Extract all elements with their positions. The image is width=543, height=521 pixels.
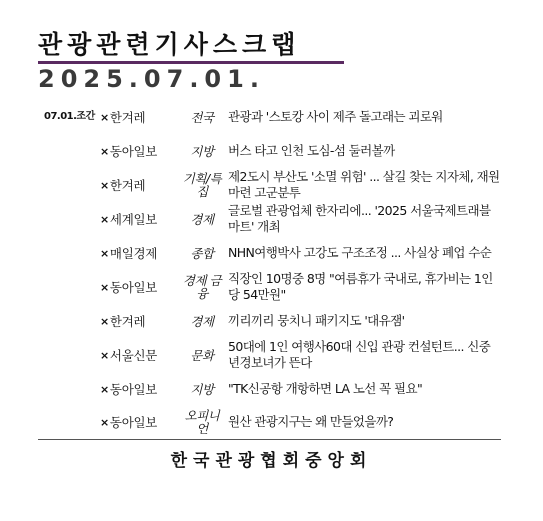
article-source	[100, 304, 145, 338]
headline-text[interactable]: 버스 타고 인천 도심-섬 둘러볼까	[228, 143, 395, 158]
headline-text[interactable]: 50대에 1인 여행사60대 신입 관광 컨설턴트... 신중년경보녀가 뜬다	[228, 339, 491, 370]
article-row[interactable]	[0, 168, 543, 202]
article-category: 지방	[190, 143, 214, 159]
source-name: 동아일보	[109, 144, 158, 159]
article-row[interactable]	[0, 405, 543, 439]
headline-text[interactable]: 원산 관광지구는 왜 만들었을까?	[228, 414, 394, 429]
bullet-icon: ×	[100, 178, 109, 192]
article-category: 경제	[190, 313, 214, 329]
article-source	[100, 134, 157, 168]
article-headline[interactable]	[228, 202, 500, 236]
article-headline[interactable]	[228, 236, 500, 270]
article-category: 경제	[190, 211, 214, 227]
bullet-icon: ×	[100, 348, 109, 362]
page-title: 관광관련기사스크랩	[38, 30, 301, 59]
headline-text[interactable]: 직장인 10명중 8명 "여름휴가 국내로, 휴가비는 1인당 54만원"	[228, 271, 493, 302]
article-category: 문화	[190, 347, 214, 363]
source-name: 동아일보	[109, 382, 158, 397]
article-source	[100, 338, 157, 372]
headline-text[interactable]: 관광과 '스토캉 사이 제주 돌고래는 괴로워	[228, 109, 443, 124]
article-source	[100, 168, 145, 202]
article-headline[interactable]	[228, 304, 500, 338]
source-name: 세계일보	[109, 212, 158, 227]
article-headline[interactable]	[228, 168, 500, 202]
headline-text[interactable]: "TK신공항 개항하면 LA 노선 꼭 필요"	[228, 381, 423, 396]
source-name: 한겨레	[109, 110, 146, 125]
article-source	[100, 405, 157, 439]
bullet-icon: ×	[100, 314, 109, 328]
article-headline[interactable]	[228, 372, 500, 406]
bullet-icon: ×	[100, 280, 109, 294]
article-category: 기획/특집	[182, 171, 222, 199]
article-row[interactable]	[0, 202, 543, 236]
article-headline[interactable]	[228, 338, 500, 372]
article-category: 전국	[190, 109, 214, 125]
article-source	[100, 372, 157, 406]
article-source	[100, 270, 157, 304]
article-row[interactable]	[0, 100, 543, 134]
article-row[interactable]	[0, 372, 543, 406]
bullet-icon: ×	[100, 382, 109, 396]
article-category: 경제 금융	[182, 273, 222, 301]
bullet-icon: ×	[100, 246, 109, 260]
source-name: 동아일보	[109, 415, 158, 430]
article-row[interactable]	[0, 338, 543, 372]
headline-text[interactable]: 끼리끼리 뭉치니 패키지도 '대유잼'	[228, 313, 405, 328]
source-name: 한겨레	[109, 314, 146, 329]
article-headline[interactable]	[228, 405, 500, 439]
article-category: 지방	[190, 381, 214, 397]
article-source	[100, 202, 157, 236]
scrap-date: 2025.07.01.	[38, 65, 265, 93]
article-row[interactable]	[0, 236, 543, 270]
source-name: 한겨레	[109, 178, 146, 193]
headline-text[interactable]: 제2도시 부산도 '소멸 위험' ... 살길 찾는 지자체, 재원마련 고군분투	[228, 169, 500, 200]
article-source	[100, 100, 145, 134]
footer-organization: 한국관광협회중앙회	[170, 451, 373, 471]
footer-divider	[38, 439, 501, 440]
article-row[interactable]	[0, 304, 543, 338]
headline-text[interactable]: NHN여행박사 고강도 구조조정 ... 사실상 폐업 수순	[228, 245, 492, 260]
source-name: 매일경제	[109, 246, 158, 261]
bullet-icon: ×	[100, 144, 109, 158]
article-source	[100, 236, 157, 270]
bullet-icon: ×	[100, 110, 109, 124]
article-headline[interactable]	[228, 270, 500, 304]
article-headline[interactable]	[228, 134, 500, 168]
source-name: 서울신문	[109, 348, 158, 363]
article-category: 오피니언	[184, 408, 220, 436]
title-underline	[38, 61, 344, 64]
bullet-icon: ×	[100, 415, 109, 429]
article-row[interactable]	[0, 134, 543, 168]
edition-label: 07.01.조간	[44, 111, 95, 122]
article-row[interactable]	[0, 270, 543, 304]
headline-text[interactable]: 글로벌 관광업체 한자리에... '2025 서울국제트래블마트' 개최	[228, 203, 491, 234]
bullet-icon: ×	[100, 212, 109, 226]
article-headline[interactable]	[228, 100, 500, 134]
article-category: 종합	[190, 245, 214, 261]
source-name: 동아일보	[109, 280, 158, 295]
